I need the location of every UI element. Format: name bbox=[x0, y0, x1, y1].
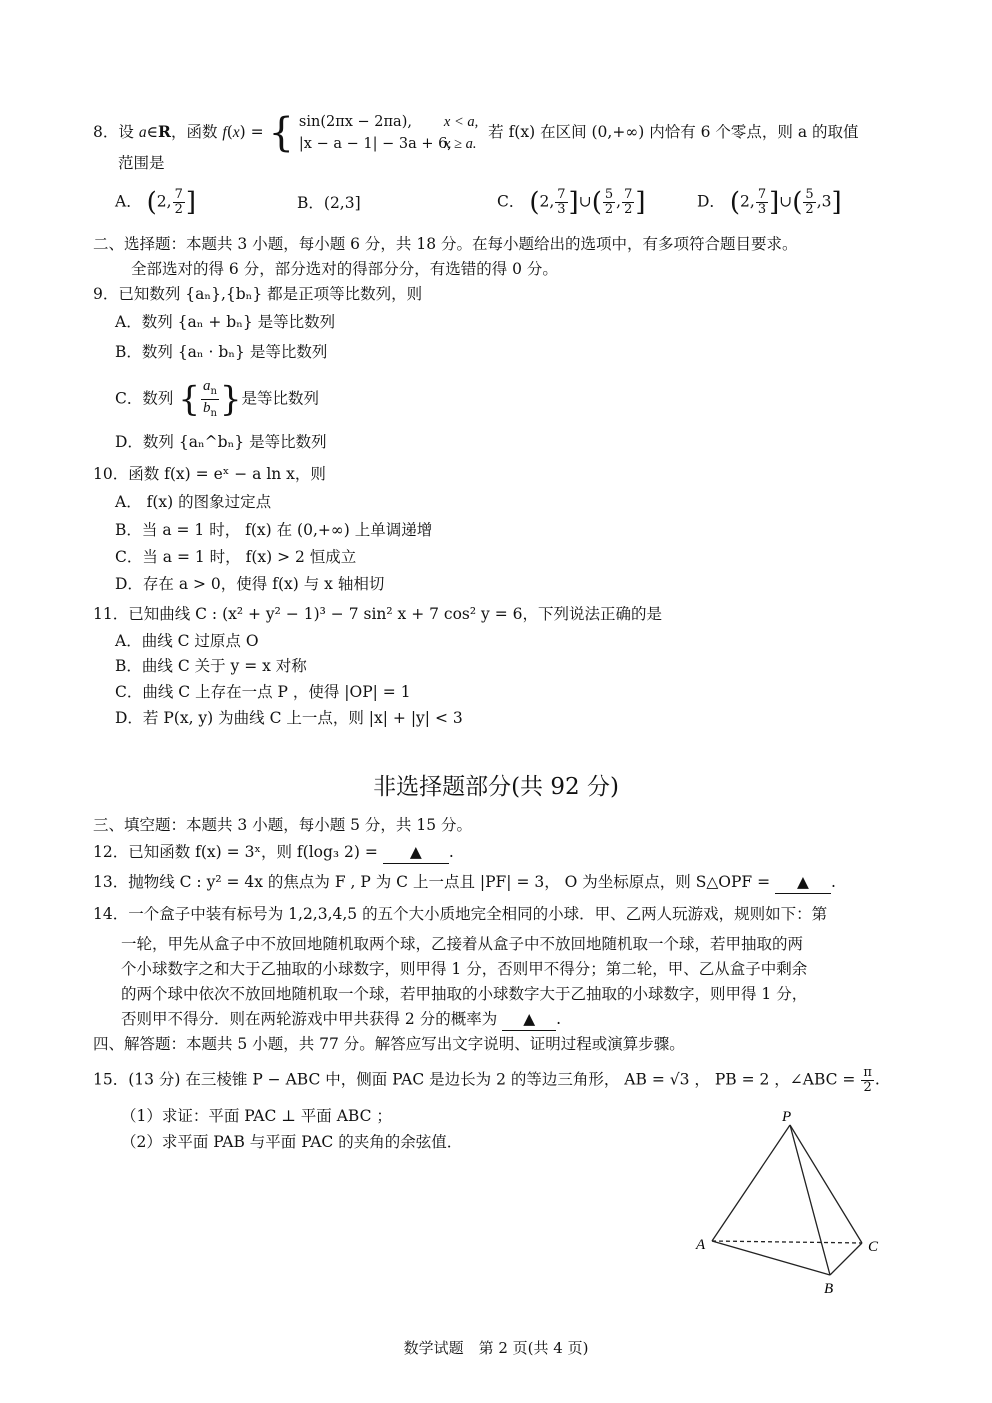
q15-part-2: （2）求平面 PAB 与平面 PAC 的夹角的余弦值． bbox=[121, 1133, 463, 1151]
q12: 12．已知函数 f(x) = 3ˣ，则 f(log₃ 2) = ▲ . bbox=[93, 841, 454, 864]
part-title: 非选择题部分(共 92 分) bbox=[373, 774, 619, 800]
q14-line-5: 否则甲不得分．则在两轮游戏中甲共获得 2 分的概率为 ▲ . bbox=[121, 1008, 561, 1031]
vertex-label-c: C bbox=[868, 1239, 879, 1255]
q10-option-a[interactable]: A． f(x) 的图象过定点 bbox=[115, 493, 272, 511]
q8-stem-cont: 范围是 bbox=[118, 154, 165, 172]
section-2-header-cont: 全部选对的得 6 分，部分选对的得部分分，有选错的得 0 分。 bbox=[131, 260, 558, 278]
vertex-label-b: B bbox=[824, 1281, 834, 1295]
q11-option-a[interactable]: A．曲线 C 过原点 O bbox=[115, 632, 259, 650]
q14-answer-blank[interactable]: ▲ bbox=[502, 1008, 556, 1031]
page-footer: 数学试题 第 2 页(共 4 页) bbox=[403, 1339, 589, 1357]
q9-option-b[interactable]: B．数列 {aₙ · bₙ} 是等比数列 bbox=[115, 343, 328, 361]
q11-option-d[interactable]: D．若 P(x, y) 为曲线 C 上一点，则 |x| + |y| < 3 bbox=[115, 709, 463, 727]
q10-option-d[interactable]: D．存在 a > 0，使得 f(x) 与 x 轴相切 bbox=[115, 575, 385, 593]
q8-stem: 8．设 a∈R，函数 f(x) = { sin(2πx − 2πa), x < a, |x − a − 1| − 3a + 6,x ≥ a. 若 f(x) 在区间 (0,+∞) 内恰有 6 个零点，则 a 的取值 bbox=[93, 110, 859, 156]
q11-stem: 11．已知曲线 C : (x² + y² − 1)³ − 7 sin² x + 7 cos² y = 6，下列说法正确的是 bbox=[93, 605, 662, 623]
q11-option-b[interactable]: B．曲线 C 关于 y = x 对称 bbox=[115, 657, 307, 675]
q14-line-1: 14．一个盒子中装有标号为 1,2,3,4,5 的五个大小质地完全相同的小球．甲、乙两人玩游戏，规则如下：第 bbox=[93, 905, 828, 923]
q14-line-4: 的两个球中依次不放回地随机取一个球，若甲抽取的小球数字大于乙抽取的小球数字，则甲得 1 分， bbox=[121, 985, 808, 1003]
q8-option-a[interactable]: A． (2, $\frac{7}{2}$ ] bbox=[115, 187, 197, 218]
q10-option-b[interactable]: B．当 a = 1 时， f(x) 在 (0,+∞) 上单调递增 bbox=[115, 521, 433, 539]
q9-option-a[interactable]: A．数列 {aₙ + bₙ} 是等比数列 bbox=[115, 313, 336, 331]
q13-answer-blank[interactable]: ▲ bbox=[775, 871, 831, 894]
q8-option-d[interactable]: D． (2, $\frac{7}{3}$ ]∪( $\frac{5}{2}$ ,3] bbox=[697, 187, 842, 218]
vertex-label-p: P bbox=[782, 1109, 792, 1125]
section-3-header: 三、填空题：本题共 3 小题，每小题 5 分，共 15 分。 bbox=[93, 816, 473, 834]
q13: 13．抛物线 C : y² = 4x 的焦点为 F , P 为 C 上一点且 |PF| = 3， O 为坐标原点，则 S△OPF = ▲ . bbox=[93, 871, 836, 894]
q15-part-1: （1）求证：平面 PAC ⊥ 平面 ABC ； bbox=[121, 1107, 392, 1125]
q14-line-3: 个小球数字之和大于乙抽取的小球数字，则甲得 1 分，否则甲不得分；第二轮，甲、乙从盒子中剩余 bbox=[121, 960, 808, 978]
vertex-label-a: A bbox=[696, 1237, 706, 1253]
q9-option-c[interactable]: C．数列 { $\frac{a_n}{b_n}$ }是等比数列 bbox=[115, 378, 320, 420]
section-2-header: 二、选择题：本题共 3 小题，每小题 6 分，共 18 分。在每小题给出的选项中，有多项符合题目要求。 bbox=[93, 235, 798, 253]
section-4-header: 四、解答题：本题共 5 小题，共 77 分。解答应写出文字说明、证明过程或演算步骤。 bbox=[93, 1035, 685, 1053]
q8-option-b[interactable]: B．(2,3] bbox=[297, 194, 361, 212]
q8-piecewise: sin(2πx − 2πa), x < a, |x − a − 1| − 3a + 6,x ≥ a. bbox=[298, 114, 479, 152]
q8-option-c[interactable]: C． (2, $\frac{7}{3}$ ]∪( $\frac{5}{2}$ , $\frac{7}{2}$ ] bbox=[497, 187, 646, 218]
q9-option-d[interactable]: D．数列 {aₙ^bₙ} 是等比数列 bbox=[115, 433, 327, 451]
q10-stem: 10．函数 f(x) = eˣ − a ln x，则 bbox=[93, 465, 326, 483]
q9-stem: 9．已知数列 {aₙ},{bₙ} 都是正项等比数列，则 bbox=[93, 285, 423, 303]
q14-line-2: 一轮，甲先从盒子中不放回地随机取两个球，乙接着从盒子中不放回地随机取一个球，若甲抽取的两 bbox=[121, 935, 804, 953]
q12-answer-blank[interactable]: ▲ bbox=[383, 841, 449, 864]
q15-stem: 15．(13 分) 在三棱锥 P − ABC 中，侧面 PAC 是边长为 2 的等边三角形， AB = √3 ， PB = 2 ，∠ABC = $\frac{\pi}{2}$ . bbox=[93, 1065, 880, 1095]
q11-option-c[interactable]: C．曲线 C 上存在一点 P ，使得 |OP| = 1 bbox=[115, 683, 411, 701]
q10-option-c[interactable]: C．当 a = 1 时， f(x) > 2 恒成立 bbox=[115, 548, 357, 566]
tetrahedron-figure bbox=[690, 1105, 910, 1295]
